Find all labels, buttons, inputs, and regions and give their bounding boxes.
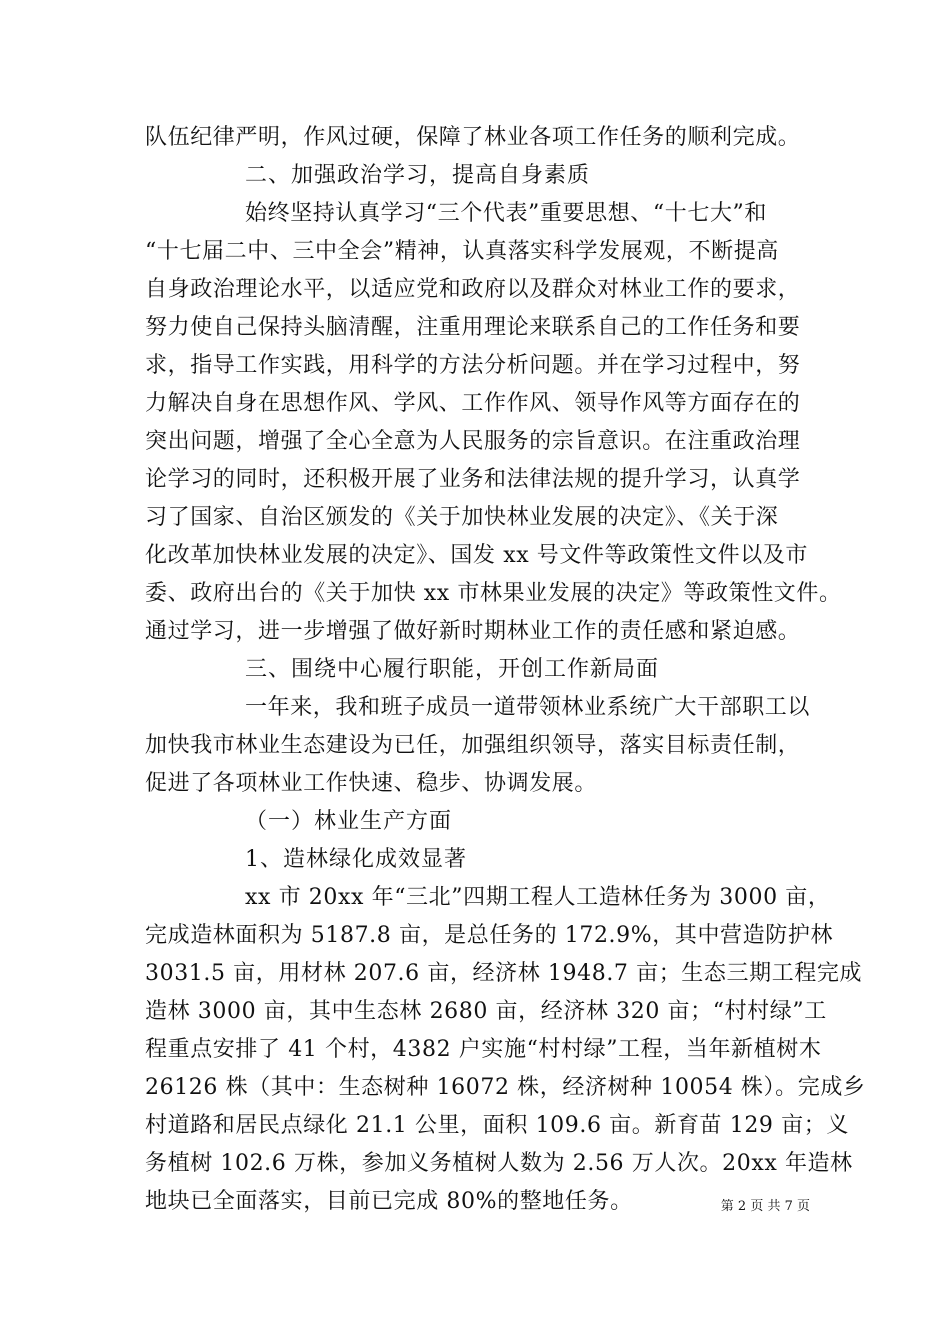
text-line: 造林 3000 亩，其中生态林 2680 亩，经济林 320 亩；“村村绿”工 — [145, 999, 827, 1024]
text-line: 地块已全面落实，目前已完成 80%的整地任务。 — [145, 1189, 633, 1214]
text-line: 村道路和居民点绿化 21.1 公里，面积 109.6 亩。新育苗 129 亩；义 — [145, 1113, 849, 1138]
text-line: 突出问题，增强了全心全意为人民服务的宗旨意识。在注重政治理 — [145, 429, 801, 454]
text-line: 通过学习，进一步增强了做好新时期林业工作的责任感和紧迫感。 — [145, 619, 801, 644]
text-line: 队伍纪律严明，作风过硬，保障了林业各项工作任务的顺利完成。 — [145, 125, 801, 150]
text-line: “十七届二中、三中全会”精神，认真落实科学发展观，不断提高 — [145, 239, 779, 264]
page-number-footer: 第 2 页 共 7 页 — [720, 1199, 810, 1214]
subsection-heading: （一）林业生产方面 — [245, 809, 453, 834]
text-line: 促进了各项林业工作快速、稳步、协调发展。 — [145, 771, 598, 796]
section-heading: 二、加强政治学习，提高自身素质 — [245, 163, 591, 188]
text-line: 一年来，我和班子成员一道带领林业系统广大干部职工以 — [245, 695, 811, 720]
text-line: 习了国家、自治区颁发的《关于加快林业发展的决定》、《关于深 — [145, 505, 779, 530]
text-line: 求，指导工作实践，用科学的方法分析问题。并在学习过程中，努 — [145, 353, 801, 378]
subsection-heading: 1、造林绿化成效显著 — [245, 847, 467, 872]
text-line: 26126 株（其中：生态树种 16072 株，经济树种 10054 株）。完成乡 — [145, 1075, 866, 1100]
text-line: xx 市 20xx 年“三北”四期工程人工造林任务为 3000 亩， — [245, 885, 831, 910]
text-line: 始终坚持认真学习“三个代表”重要思想、“十七大”和 — [245, 201, 767, 226]
text-line: 力解决自身在思想作风、学风、工作作风、领导作风等方面存在的 — [145, 391, 801, 416]
text-line: 加快我市林业生态建设为已任，加强组织领导，落实目标责任制， — [145, 733, 801, 758]
section-heading: 三、围绕中心履行职能，开创工作新局面 — [245, 657, 660, 682]
text-line: 论学习的同时，还积极开展了业务和法律法规的提升学习，认真学 — [145, 467, 801, 492]
text-line: 委、政府出台的《关于加快 xx 市林果业发展的决定》等政策性文件。 — [145, 581, 842, 606]
text-line: 程重点安排了 41 个村，4382 户实施“村村绿”工程，当年新植树木 — [145, 1037, 822, 1062]
text-line: 务植树 102.6 万株，参加义务植树人数为 2.56 万人次。20xx 年造林 — [145, 1151, 853, 1176]
text-line: 完成造林面积为 5187.8 亩，是总任务的 172.9%，其中营造防护林 — [145, 923, 834, 948]
text-line: 努力使自己保持头脑清醒，注重用理论来联系自己的工作任务和要 — [145, 315, 801, 340]
text-line: 3031.5 亩，用材林 207.6 亩，经济林 1948.7 亩；生态三期工程完成 — [145, 961, 863, 986]
text-line: 化改革加快林业发展的决定》、国发 xx 号文件等政策性文件以及市 — [145, 543, 809, 568]
text-line: 自身政治理论水平，以适应党和政府以及群众对林业工作的要求， — [145, 277, 801, 302]
